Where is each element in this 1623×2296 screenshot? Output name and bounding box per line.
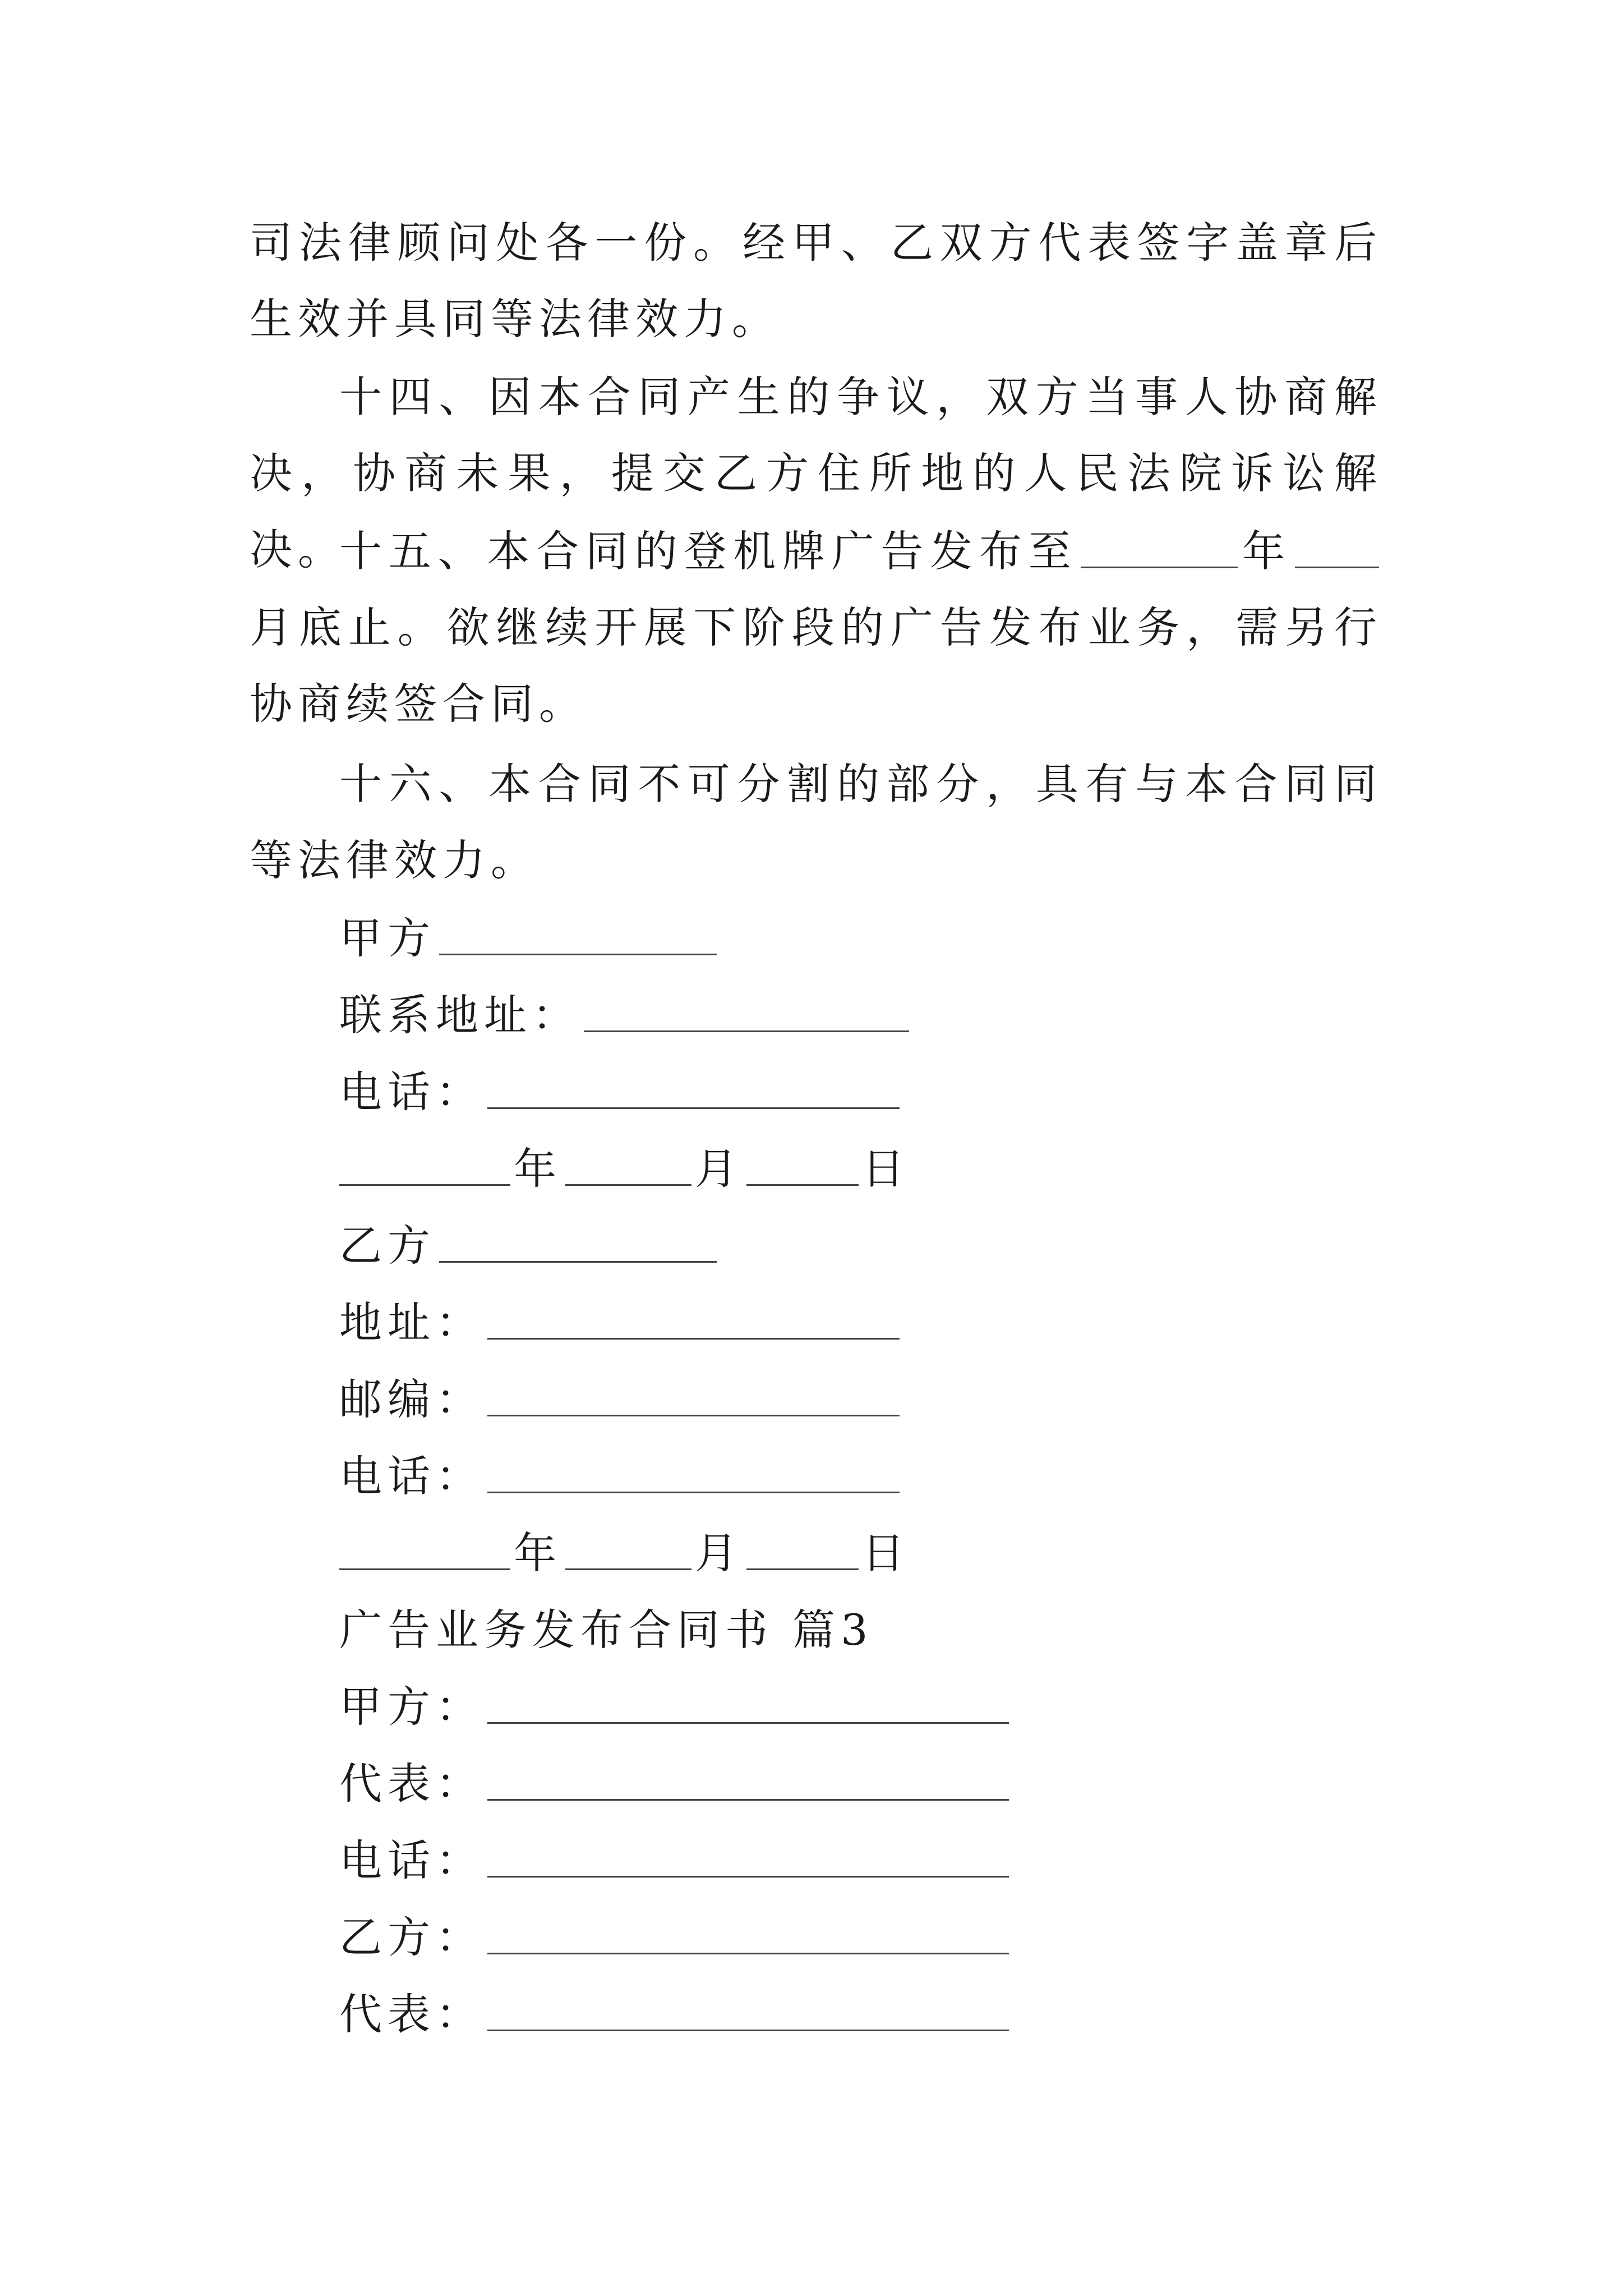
party-b-date-line (339, 1515, 910, 1591)
party-b-postcode-label: 邮编： (339, 1374, 484, 1424)
party-b-address-label: 地址： (339, 1297, 484, 1347)
section-3-party-b-line (339, 1899, 1012, 1976)
paragraph-13-tail: 司法律顾问处各一份。经甲、乙双方代表签字盖章后生效并具同等法律效力。 (250, 218, 1382, 344)
section-3-party-b-blank (487, 1952, 1009, 1954)
party-b-year-label: 年 (514, 1528, 562, 1578)
paragraph-15-text-b: 止。欲继续开展下阶段的广告发布业务，需另行协商续签合同。 (250, 602, 1383, 729)
section-3-rep-a-blank (487, 1798, 1009, 1801)
party-a-blank (439, 953, 717, 955)
party-a-date-line (339, 1131, 910, 1207)
party-b-postcode-line (339, 1361, 903, 1438)
party-b-blank (439, 1260, 717, 1263)
party-a-day-label: 日 (862, 1144, 910, 1194)
party-b-day-blank (746, 1568, 859, 1570)
party-a-phone-blank (487, 1107, 900, 1109)
section-3-heading: 广告业务发布合同书 篇3 (339, 1605, 874, 1655)
section-3-phone-label: 电话： (339, 1835, 484, 1885)
party-b-year-blank (339, 1568, 510, 1570)
section-3-phone-line (339, 1823, 1012, 1899)
party-b-day-label: 日 (862, 1528, 910, 1578)
section-3-phone-blank (487, 1875, 1009, 1878)
section-3-rep-b-label: 代表： (339, 1989, 484, 2039)
party-b-month-blank (565, 1568, 691, 1570)
section-3-party-a-label: 甲方： (339, 1682, 484, 1732)
party-a-label: 甲方 (339, 913, 436, 963)
party-b-line (339, 1208, 720, 1284)
paragraph-15 (250, 513, 1382, 742)
paragraph-14: 十四、因本合同产生的争议，双方当事人协商解决，协商未果，提交乙方住所地的人民法院诉讼解决。 (250, 372, 1382, 574)
party-a-phone-line (339, 1054, 903, 1130)
section-3-party-a-blank (487, 1722, 1009, 1724)
party-b-label: 乙方 (339, 1221, 436, 1271)
party-a-year-label: 年 (514, 1144, 562, 1194)
party-a-address-blank (584, 1030, 909, 1032)
section-3-party-b-label: 乙方： (339, 1912, 484, 1962)
party-a-address-line (339, 977, 912, 1053)
party-b-postcode-blank (487, 1414, 900, 1416)
blank-year (1081, 566, 1238, 568)
party-b-address-blank (487, 1337, 900, 1340)
paragraph-16: 十六、本合同不可分割的部分，具有与本合同同等法律效力。 (250, 759, 1382, 885)
party-a-address-label: 联系地址： (339, 990, 580, 1040)
section-3-party-a-line (339, 1669, 1012, 1745)
party-b-phone-line (339, 1438, 903, 1515)
party-a-year-blank (339, 1184, 510, 1186)
paragraph-15-month: 月底 (250, 602, 348, 652)
party-b-month-label: 月 (695, 1528, 743, 1578)
blank-month (1295, 566, 1379, 568)
party-b-phone-label: 电话： (339, 1451, 484, 1501)
section-3-rep-b-blank (487, 2029, 1009, 2031)
party-a-month-blank (565, 1184, 691, 1186)
party-a-line (339, 900, 720, 977)
paragraph-15-year: 年 (1241, 526, 1292, 576)
section-3-rep-a-label: 代表： (339, 1759, 484, 1809)
section-3-rep-b-line (339, 1976, 1012, 2053)
party-a-day-blank (746, 1184, 859, 1186)
party-b-phone-blank (487, 1491, 900, 1493)
paragraph-15-text-a: 十五、本合同的登机牌广告发布至 (339, 526, 1078, 576)
section-3-rep-a-line (339, 1746, 1012, 1822)
party-b-address-line (339, 1285, 903, 1361)
party-a-month-label: 月 (695, 1144, 743, 1194)
party-a-phone-label: 电话： (339, 1067, 484, 1117)
